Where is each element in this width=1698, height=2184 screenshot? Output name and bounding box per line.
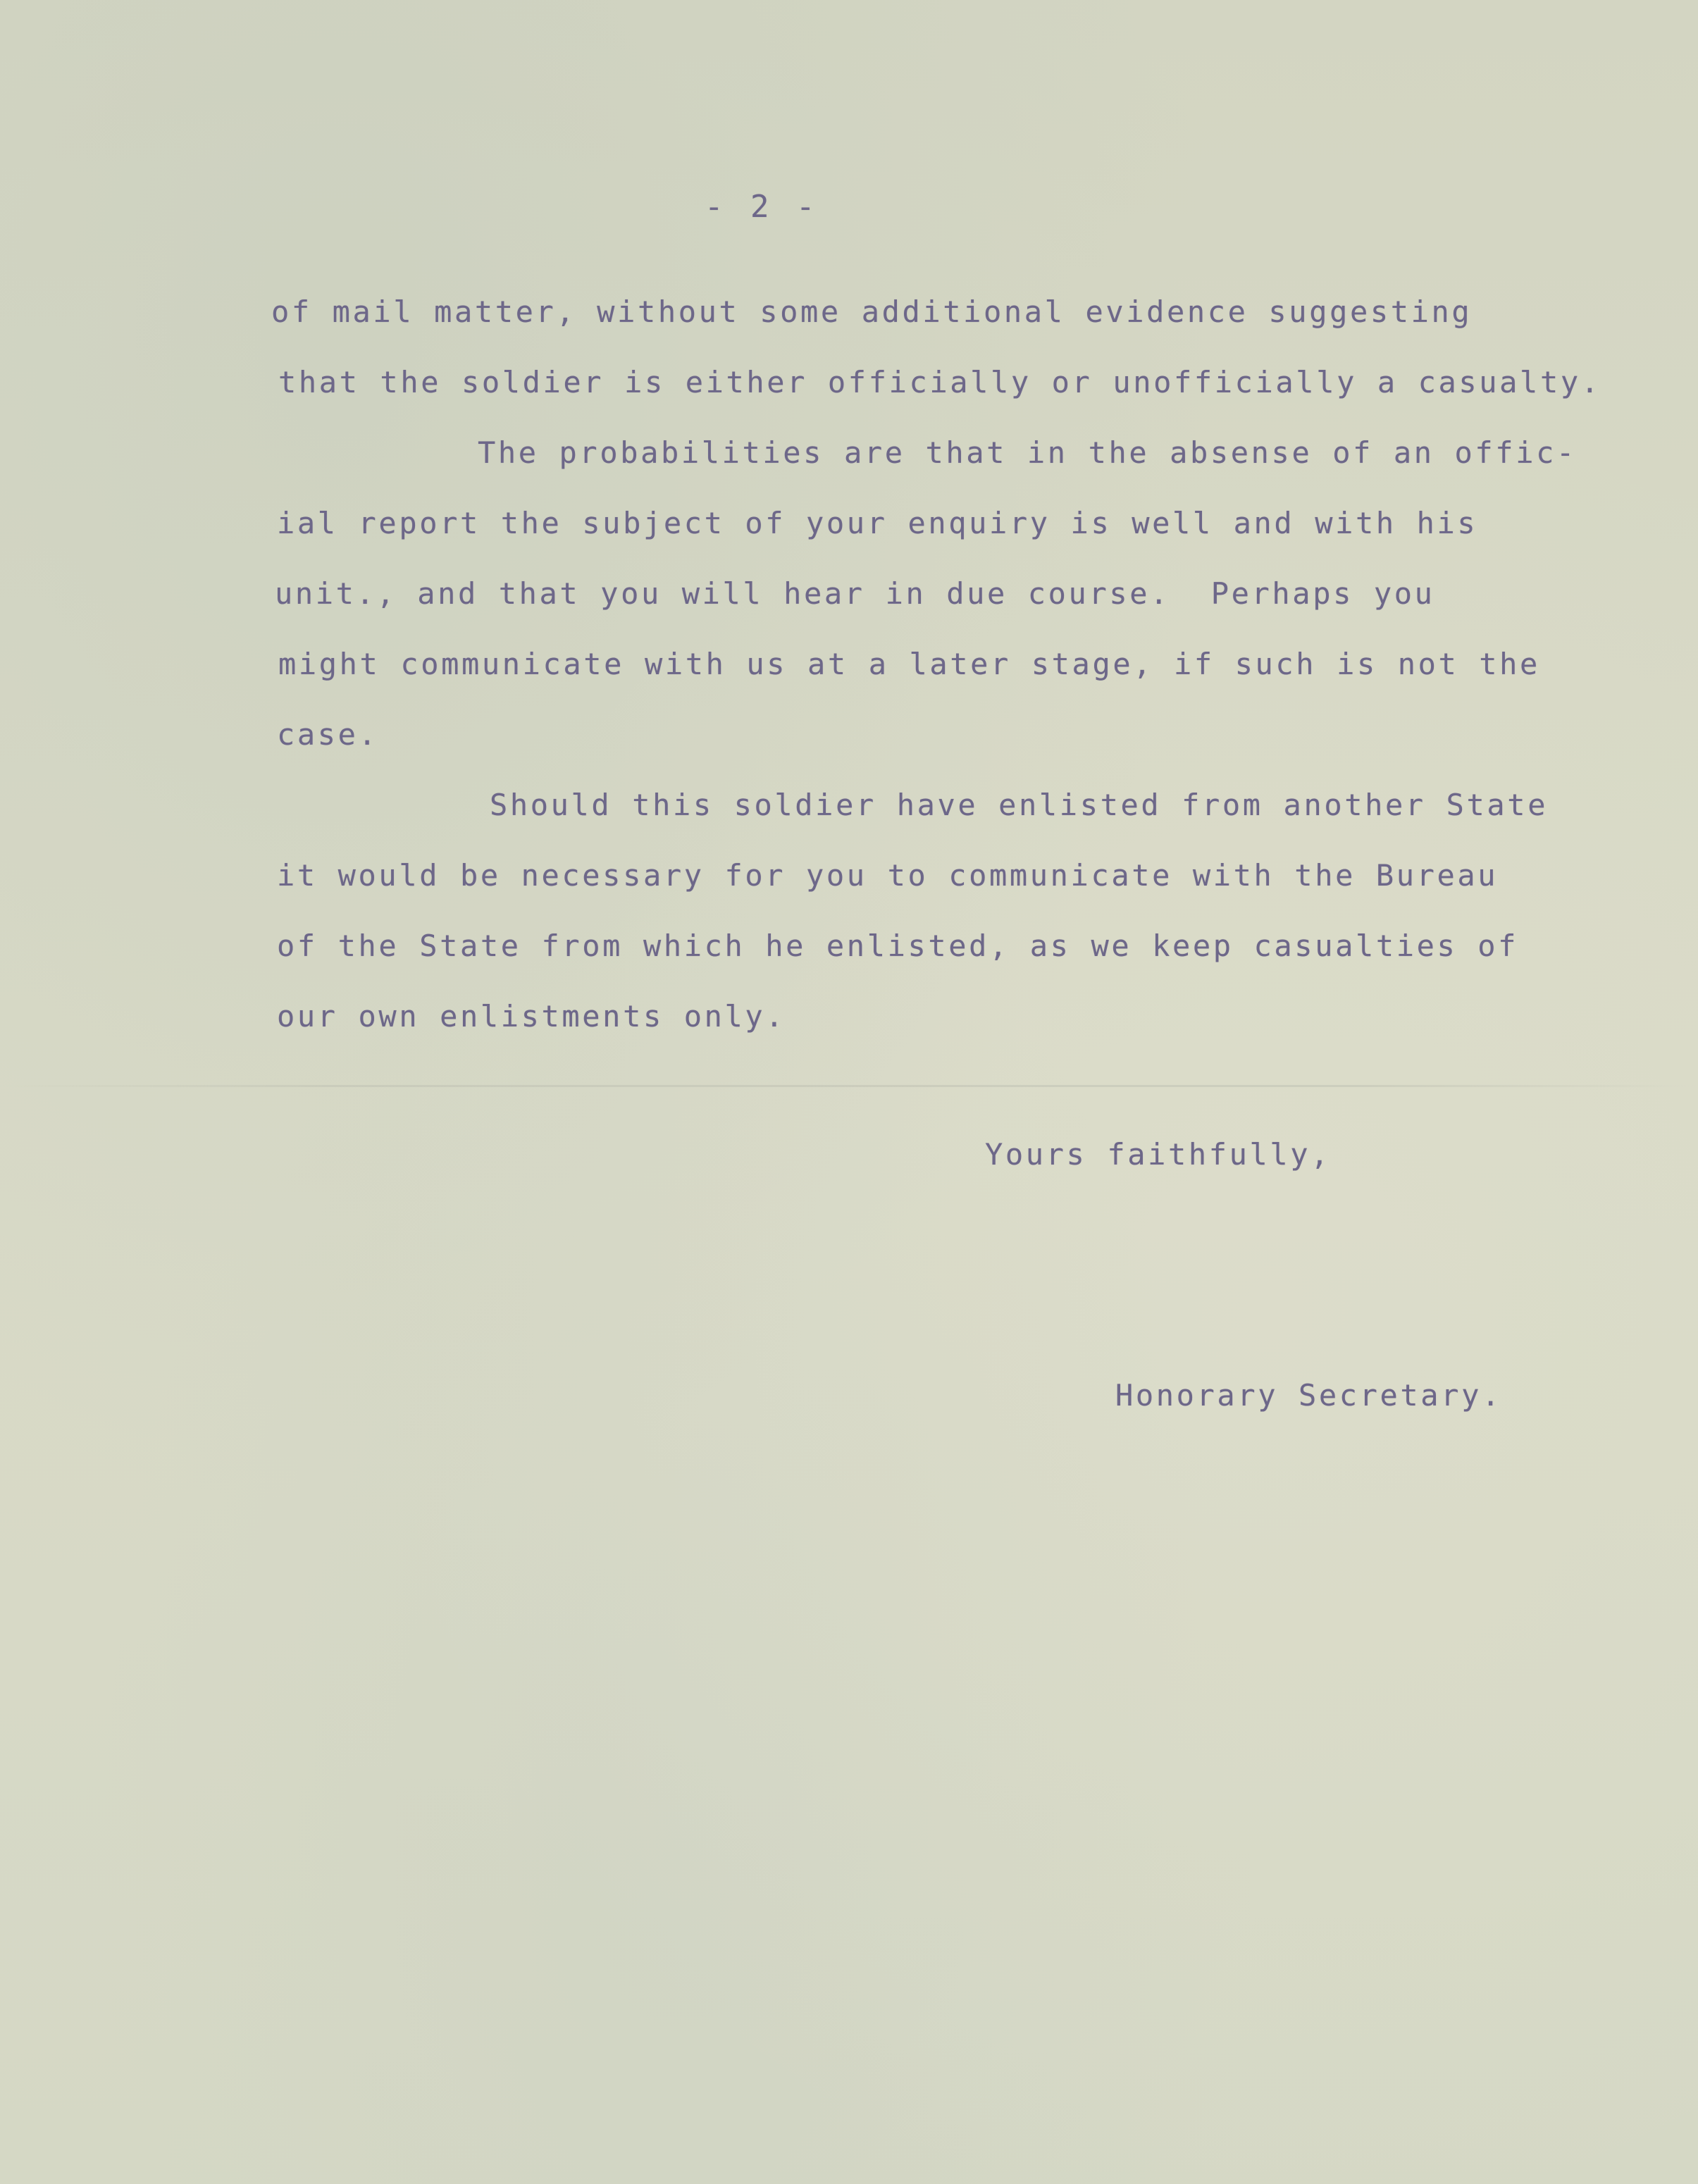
body-line-4: ial report the subject of your enquiry is well and with his [277, 506, 1478, 540]
body-line-2: that the soldier is either officially or unofficially a casualty. [278, 365, 1601, 399]
body-line-6: might communicate with us at a later stage, if such is not the [278, 647, 1540, 681]
body-line-11: our own enlistments only. [277, 999, 786, 1034]
body-line-10: of the State from which he enlisted, as we keep casualties of [277, 929, 1519, 963]
body-line-9: it would be necessary for you to communicate with the Bureau [277, 858, 1499, 893]
page-number: - 2 - [705, 189, 819, 225]
body-line-5: unit., and that you will hear in due course. Perhaps you [275, 576, 1435, 611]
paper-fold-line [0, 1085, 1698, 1087]
body-line-8: Should this soldier have enlisted from another State [490, 788, 1549, 822]
body-line-1: of mail matter, without some additional evidence suggesting [271, 294, 1473, 329]
closing-salutation: Yours faithfully, [985, 1137, 1332, 1172]
signature-title: Honorary Secretary. [1115, 1378, 1502, 1413]
body-line-7: case. [277, 717, 379, 752]
body-line-3: The probabilities are that in the absense of an offic- [478, 435, 1577, 470]
